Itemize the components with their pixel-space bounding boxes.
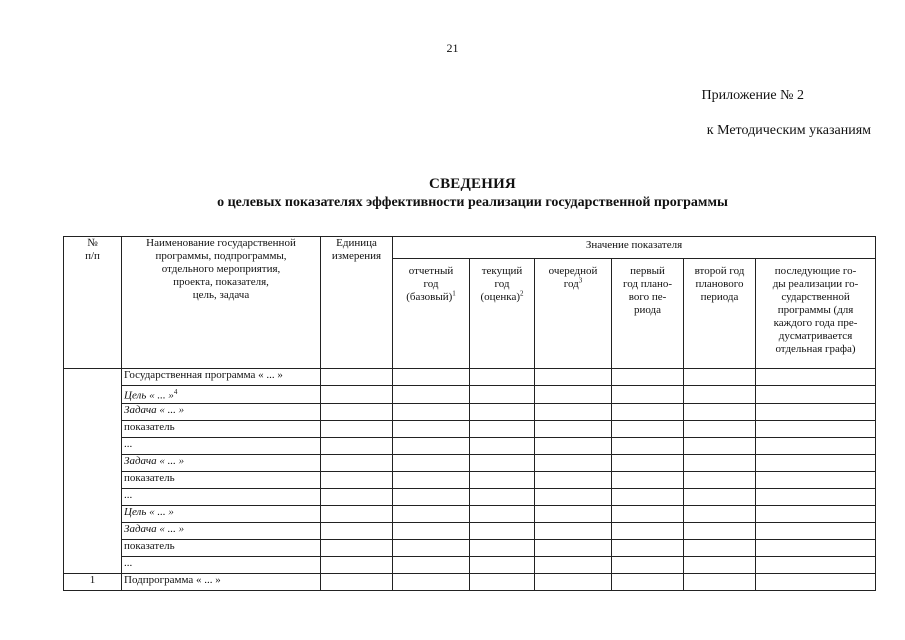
value-cell (612, 420, 684, 437)
value-cell (321, 573, 393, 590)
header-sub-3 (535, 259, 612, 369)
page-number: 21 (446, 41, 459, 55)
value-cell (535, 471, 612, 488)
row-name-cell (122, 403, 321, 420)
value-cell (470, 556, 535, 573)
header-sub-6 (756, 259, 876, 369)
value-cell (612, 556, 684, 573)
value-cell (535, 420, 612, 437)
value-cell (535, 437, 612, 454)
value-cell (612, 437, 684, 454)
table-row (64, 488, 876, 505)
value-cell (684, 505, 756, 522)
table-row (64, 437, 876, 454)
table-row (64, 454, 876, 471)
indicators-table (63, 236, 876, 591)
value-cell (393, 420, 470, 437)
value-cell (470, 420, 535, 437)
header-sub-1 (393, 259, 470, 369)
value-cell (321, 556, 393, 573)
value-cell (684, 386, 756, 404)
row-name: ... (124, 437, 133, 450)
value-cell (684, 522, 756, 539)
value-cell (321, 539, 393, 556)
header-sub-label: текущий год (оценка) (480, 265, 523, 303)
row-name: показатель (124, 539, 175, 552)
value-cell (756, 505, 876, 522)
value-cell (756, 386, 876, 404)
header-sub-label: второй год планового периода (694, 265, 745, 303)
value-cell (535, 505, 612, 522)
header-value-group: Значение показателя (393, 237, 876, 259)
table-row (64, 539, 876, 556)
value-cell (535, 454, 612, 471)
value-cell (612, 471, 684, 488)
header-unit: Единица измерения (321, 237, 393, 369)
document-subtitle: о целевых показателях эффективности реализации государственной программы (217, 195, 728, 210)
value-cell (470, 573, 535, 590)
value-cell (684, 573, 756, 590)
value-cell (321, 420, 393, 437)
row-name: Задача « ... » (124, 403, 185, 416)
row-number-cell: 1 (64, 573, 122, 590)
value-cell (393, 505, 470, 522)
row-name-cell (122, 488, 321, 505)
value-cell (535, 488, 612, 505)
value-cell (393, 471, 470, 488)
value-cell (393, 437, 470, 454)
row-name-cell (122, 573, 321, 590)
value-cell (756, 556, 876, 573)
value-cell (756, 539, 876, 556)
value-cell (612, 454, 684, 471)
row-name-cell (122, 522, 321, 539)
table-row (64, 471, 876, 488)
header-name: Наименование государственной программы, подпрограммы, отдельного мероприятия, проекта, показателя, цель, задача (122, 237, 321, 369)
row-name-cell (122, 437, 321, 454)
value-cell (393, 488, 470, 505)
value-cell (393, 454, 470, 471)
value-cell (393, 403, 470, 420)
value-cell (393, 369, 470, 386)
value-cell (470, 488, 535, 505)
value-cell (756, 437, 876, 454)
appendix-title: Приложение № 2 (701, 88, 804, 103)
appendix-subtitle: к Методическим указаниям (706, 123, 871, 138)
value-cell (684, 556, 756, 573)
row-name: показатель (124, 471, 175, 484)
value-cell (756, 420, 876, 437)
table-row (64, 556, 876, 573)
value-cell (321, 369, 393, 386)
footnote-marker: 3 (578, 276, 583, 285)
footnote-marker: 1 (452, 289, 456, 298)
value-cell (612, 386, 684, 404)
value-cell (684, 420, 756, 437)
header-number: № п/п (64, 237, 122, 369)
row-name: ... (124, 556, 133, 569)
table-row (64, 505, 876, 522)
document-title: СВЕДЕНИЯ (429, 176, 516, 192)
value-cell (684, 539, 756, 556)
header-sub-4 (612, 259, 684, 369)
value-cell (470, 454, 535, 471)
value-cell (612, 539, 684, 556)
footnote-marker: 2 (520, 289, 524, 298)
value-cell (684, 403, 756, 420)
value-cell (321, 471, 393, 488)
table-row (64, 522, 876, 539)
value-cell (535, 556, 612, 573)
value-cell (756, 573, 876, 590)
row-name: Задача « ... » (124, 522, 185, 535)
value-cell (470, 437, 535, 454)
table-row (64, 573, 876, 590)
row-name: Государственная программа « ... » (124, 369, 283, 381)
value-cell (756, 403, 876, 420)
row-name-cell (122, 471, 321, 488)
value-cell (756, 454, 876, 471)
footnote-marker: 4 (173, 388, 178, 396)
header-sub-label: последующие го- ды реализации го- сударственной программы (для каждого года пре- дусматривается отдельная графа) (772, 265, 859, 355)
value-cell (612, 369, 684, 386)
value-cell (321, 522, 393, 539)
value-cell (535, 386, 612, 404)
row-name: показатель (124, 420, 175, 433)
header-sub-label: отчетный год (базовый) (406, 265, 454, 303)
value-cell (684, 437, 756, 454)
value-cell (535, 539, 612, 556)
row-name-cell (122, 420, 321, 437)
value-cell (535, 403, 612, 420)
row-name: Цель « ... » (124, 505, 174, 518)
value-cell (756, 488, 876, 505)
value-cell (684, 471, 756, 488)
value-cell (756, 522, 876, 539)
table-row (64, 386, 876, 404)
value-cell (684, 454, 756, 471)
value-cell (393, 556, 470, 573)
row-name: Подпрограмма « ... » (124, 573, 221, 586)
row-name: Задача « ... » (124, 454, 185, 467)
value-cell (470, 471, 535, 488)
value-cell (321, 386, 393, 404)
header-sub-2 (470, 259, 535, 369)
value-cell (321, 505, 393, 522)
value-cell (470, 522, 535, 539)
value-cell (470, 539, 535, 556)
header-sub-5 (684, 259, 756, 369)
value-cell (684, 488, 756, 505)
row-name-cell (122, 369, 321, 386)
row-number-cell (64, 369, 122, 574)
value-cell (321, 488, 393, 505)
value-cell (470, 386, 535, 404)
value-cell (756, 471, 876, 488)
row-name-cell (122, 539, 321, 556)
value-cell (612, 505, 684, 522)
value-cell (612, 522, 684, 539)
value-cell (321, 437, 393, 454)
value-cell (393, 573, 470, 590)
table-row (64, 369, 876, 386)
row-name-cell (122, 505, 321, 522)
value-cell (535, 573, 612, 590)
value-cell (470, 403, 535, 420)
row-name-cell (122, 386, 321, 404)
row-name: ... (124, 488, 133, 501)
row-name-cell (122, 556, 321, 573)
value-cell (321, 454, 393, 471)
value-cell (393, 522, 470, 539)
value-cell (470, 505, 535, 522)
value-cell (535, 369, 612, 386)
row-name: Цель « ... » (124, 389, 174, 402)
value-cell (535, 522, 612, 539)
value-cell (684, 369, 756, 386)
table-row (64, 403, 876, 420)
value-cell (756, 369, 876, 386)
row-name-cell (122, 454, 321, 471)
value-cell (612, 573, 684, 590)
value-cell (470, 369, 535, 386)
header-sub-label: первый год плано- вого пе- риода (622, 265, 673, 316)
value-cell (321, 403, 393, 420)
table-row (64, 420, 876, 437)
value-cell (612, 403, 684, 420)
value-cell (612, 488, 684, 505)
header-sub-label: очередной год (548, 265, 598, 290)
value-cell (393, 386, 470, 404)
value-cell (393, 539, 470, 556)
